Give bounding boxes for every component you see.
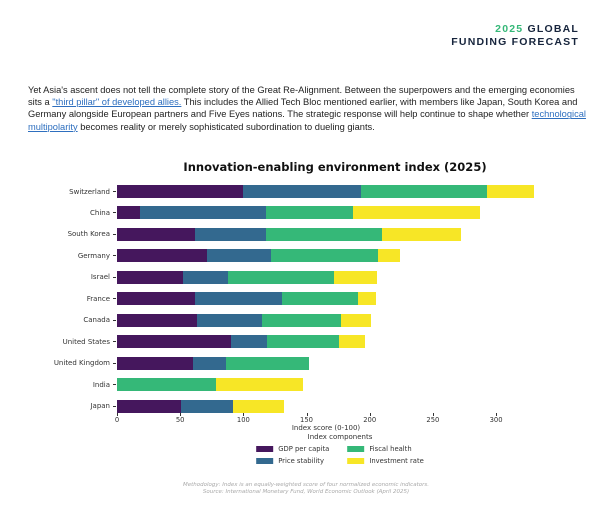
stacked-bar [117, 206, 480, 219]
legend-swatch-fiscal-health [347, 446, 364, 452]
bar-segment-gdp-per-capita [117, 357, 193, 370]
legend-entry-fiscal-health [347, 445, 423, 453]
bar-segment-fiscal-health [228, 271, 334, 284]
y-tick-mark [113, 363, 116, 364]
bar-segment-gdp-per-capita [117, 314, 197, 327]
bar-segment-fiscal-health [361, 185, 487, 198]
bar-row [0, 335, 612, 348]
y-tick-mark [113, 277, 116, 278]
bar-row [0, 400, 612, 413]
bar-row [0, 357, 612, 370]
bar-segment-price-stability [140, 206, 266, 219]
legend-swatch-gdp-per-capita [256, 446, 273, 452]
bar-segment-fiscal-health [266, 206, 353, 219]
stacked-bar [117, 335, 365, 348]
bar-segment-investment-rate [334, 271, 377, 284]
bar-segment-investment-rate [353, 206, 479, 219]
y-tick-mark [113, 255, 116, 256]
bar-row [0, 185, 612, 198]
stacked-bar [117, 271, 377, 284]
category-label: Switzerland [69, 187, 110, 196]
footnote-methodology: Methodology: Index is an equally-weighted score of four normalized economic indicators. [183, 482, 429, 488]
legend-label-price-stability: Price stability [278, 457, 324, 465]
y-tick-mark [113, 320, 116, 321]
x-axis-label: Index score (0-100) [291, 424, 361, 432]
bar-segment-price-stability [181, 400, 233, 413]
legend-label-fiscal-health: Fiscal health [369, 445, 412, 453]
x-tick-label: 50 [175, 416, 185, 424]
x-tick-label: 250 [426, 416, 440, 424]
category-label: United States [62, 337, 110, 346]
legend-title: Index components [307, 433, 373, 441]
bar-segment-gdp-per-capita [117, 400, 181, 413]
category-label: China [90, 208, 110, 217]
bar-row [0, 249, 612, 262]
stacked-bar [117, 357, 309, 370]
category-label: South Korea [67, 230, 110, 239]
bar-segment-fiscal-health [282, 292, 358, 305]
footnote-source: Source: International Monetary Fund, World Economic Outlook (April 2025) [202, 489, 410, 495]
legend-swatch-price-stability [256, 458, 273, 464]
bar-segment-investment-rate [487, 185, 534, 198]
bar-segment-price-stability [183, 271, 229, 284]
y-tick-mark [113, 298, 116, 299]
y-tick-mark [113, 341, 116, 342]
bar-segment-gdp-per-capita [117, 206, 140, 219]
bar-segment-fiscal-health [117, 378, 216, 391]
bar-segment-investment-rate [339, 335, 364, 348]
bar-segment-investment-rate [378, 249, 400, 262]
bar-segment-gdp-per-capita [117, 292, 195, 305]
bar-segment-fiscal-health [226, 357, 309, 370]
bar-segment-investment-rate [233, 400, 284, 413]
x-tick-label: 100 [236, 416, 250, 424]
category-label: Israel [90, 273, 110, 282]
report-word-global: GLOBAL [527, 23, 579, 35]
legend-entries [256, 445, 424, 465]
bar-segment-price-stability [195, 228, 266, 241]
link-third-pillar[interactable]: "third pillar" of developed allies. [52, 97, 182, 108]
bar-segment-fiscal-health [262, 314, 340, 327]
stacked-bar [117, 400, 284, 413]
bar-row [0, 271, 612, 284]
stacked-bar [117, 378, 303, 391]
category-label: India [92, 380, 110, 389]
bar-segment-fiscal-health [271, 249, 378, 262]
bar-segment-gdp-per-capita [117, 271, 183, 284]
link-technological-multipolarity[interactable]: technological multipolarity [28, 109, 586, 132]
y-tick-mark [113, 406, 116, 407]
y-tick-mark [113, 212, 116, 213]
y-tick-mark [113, 191, 116, 192]
paragraph-text-3: becomes reality or merely sophisticated subordination to dueling giants. [77, 121, 375, 132]
y-tick-mark [113, 384, 116, 385]
bar-row [0, 378, 612, 391]
category-label: Germany [77, 251, 110, 260]
x-tick-label: 300 [489, 416, 503, 424]
report-header-line2: FUNDING FORECAST [451, 36, 579, 48]
stacked-bar [117, 185, 534, 198]
x-tick-label: 0 [114, 416, 120, 424]
bar-row [0, 292, 612, 305]
bar-segment-price-stability [207, 249, 271, 262]
bar-segment-investment-rate [382, 228, 460, 241]
chart-legend [256, 433, 424, 465]
category-label: Japan [90, 402, 110, 410]
bar-segment-investment-rate [341, 314, 371, 327]
bar-segment-gdp-per-capita [117, 249, 207, 262]
y-tick-mark [113, 234, 116, 235]
category-label: United Kingdom [53, 359, 110, 368]
legend-entry-investment-rate [347, 457, 423, 465]
category-label: Canada [83, 316, 110, 325]
stacked-bar [117, 292, 376, 305]
category-label: France [86, 294, 110, 303]
chart-title: Innovation-enabling environment index (2025) [183, 160, 487, 174]
x-tick-label: 150 [300, 416, 313, 424]
bar-row [0, 228, 612, 241]
bar-row [0, 206, 612, 219]
chart-footnote [0, 482, 612, 496]
report-year: 2025 [495, 23, 524, 35]
bar-segment-price-stability [243, 185, 361, 198]
bar-segment-gdp-per-capita [117, 335, 231, 348]
bar-segment-gdp-per-capita [117, 228, 195, 241]
legend-entry-gdp-per-capita [256, 445, 329, 453]
legend-label-investment-rate: Investment rate [369, 457, 424, 465]
paragraph-text-2: This includes the Allied Tech Bloc mentioned earlier, with members like Japan, South Korea and Germany alongside European partners and Five Eyes nations. The strategic response will help continue to shape whether [28, 97, 578, 120]
bar-segment-gdp-per-capita [117, 185, 243, 198]
bar-segment-price-stability [231, 335, 268, 348]
x-tick-label: 200 [363, 416, 377, 424]
stacked-bar [117, 249, 400, 262]
bar-segment-price-stability [193, 357, 226, 370]
paragraph-text-1: Yet Asia's ascent does not tell the complete story of the Great Re-Alignment. Between the superpowers and the emerging economies sits a [28, 85, 575, 108]
legend-label-gdp-per-capita: GDP per capita [278, 445, 330, 453]
bar-segment-investment-rate [358, 292, 376, 305]
bar-segment-price-stability [195, 292, 282, 305]
legend-swatch-investment-rate [347, 458, 364, 464]
bar-segment-fiscal-health [267, 335, 339, 348]
bar-segment-investment-rate [216, 378, 303, 391]
stacked-bar [117, 314, 371, 327]
bar-row [0, 314, 612, 327]
stacked-bar [117, 228, 461, 241]
legend-entry-price-stability [256, 457, 329, 465]
bar-segment-fiscal-health [266, 228, 382, 241]
bar-segment-price-stability [197, 314, 263, 327]
